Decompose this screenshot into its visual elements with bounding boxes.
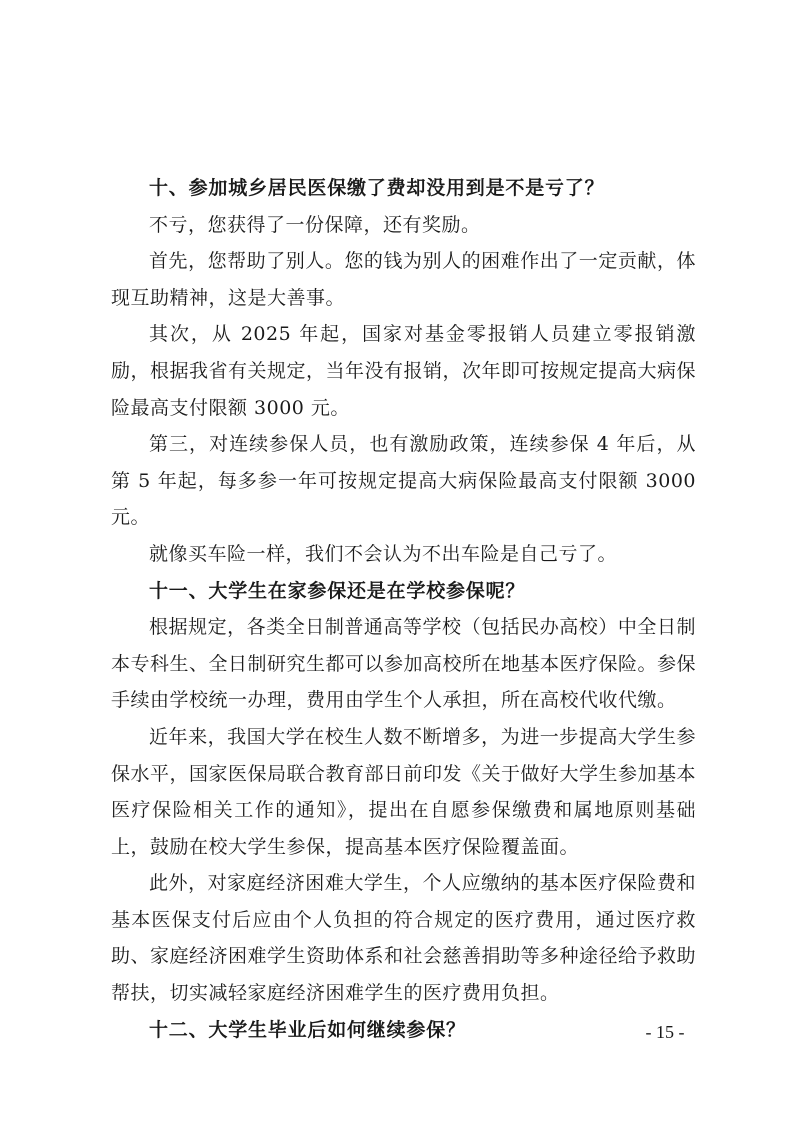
paragraph: 首先，您帮助了别人。您的钱为别人的困难作出了一定贡献，体现互助精神，这是大善事。 — [111, 250, 696, 309]
paragraph: 此外，对家庭经济困难大学生，个人应缴纳的基本医疗保险费和基本医保支付后应由个人负担的符合规定的医疗费用，通过医疗救助、家庭经济困难学生资助体系和社会慈善捐助等多种途径给予救助帮扶，切实减轻家庭经济困难学生的医疗费用负担。 — [111, 872, 697, 1005]
paragraph: 其次，从 2025 年起，国家对基金零报销人员建立零报销激励，根据我省有关规定，当年没有报销，次年即可按规定提高大病保险最高支付限额 3000 元。 — [111, 323, 697, 419]
paragraph: 近年来，我国大学在校生人数不断增多，为进一步提高大学生参保水平，国家医保局联合教育部日前印发《关于做好大学生参加基本医疗保险相关工作的通知》，提出在自愿参保缴费和属地原则基础上，鼓励在校大学生参保，提高基本医疗保险覆盖面。 — [111, 725, 697, 858]
paragraph: 第三，对连续参保人员，也有激励政策，连续参保 4 年后，从第 5 年起，每多参一年可按规定提高大病保险最高支付限额 3000 元。 — [111, 433, 696, 529]
page-number: - 15 - — [645, 1022, 685, 1042]
document-body — [111, 170, 696, 1048]
paragraph: 根据规定，各类全日制普通高等学校（包括民办高校）中全日制本专科生、全日制研究生都可以参加高校所在地基本医疗保险。参保手续由学校统一办理，费用由学生个人承担，所在高校代收代缴。 — [111, 616, 697, 712]
section-heading-10: 十、参加城乡居民医保缴了费却没用到是不是亏了？ — [149, 177, 605, 199]
paragraph: 就像买车险一样，我们不会认为不出车险是自己亏了。 — [149, 542, 618, 565]
section-heading-11: 十一、大学生在家参保还是在学校参保呢？ — [149, 579, 526, 602]
paragraph: 不亏，您获得了一份保障，还有奖励。 — [149, 213, 481, 236]
section-heading-12: 十二、大学生毕业后如何继续参保？ — [149, 1018, 466, 1041]
